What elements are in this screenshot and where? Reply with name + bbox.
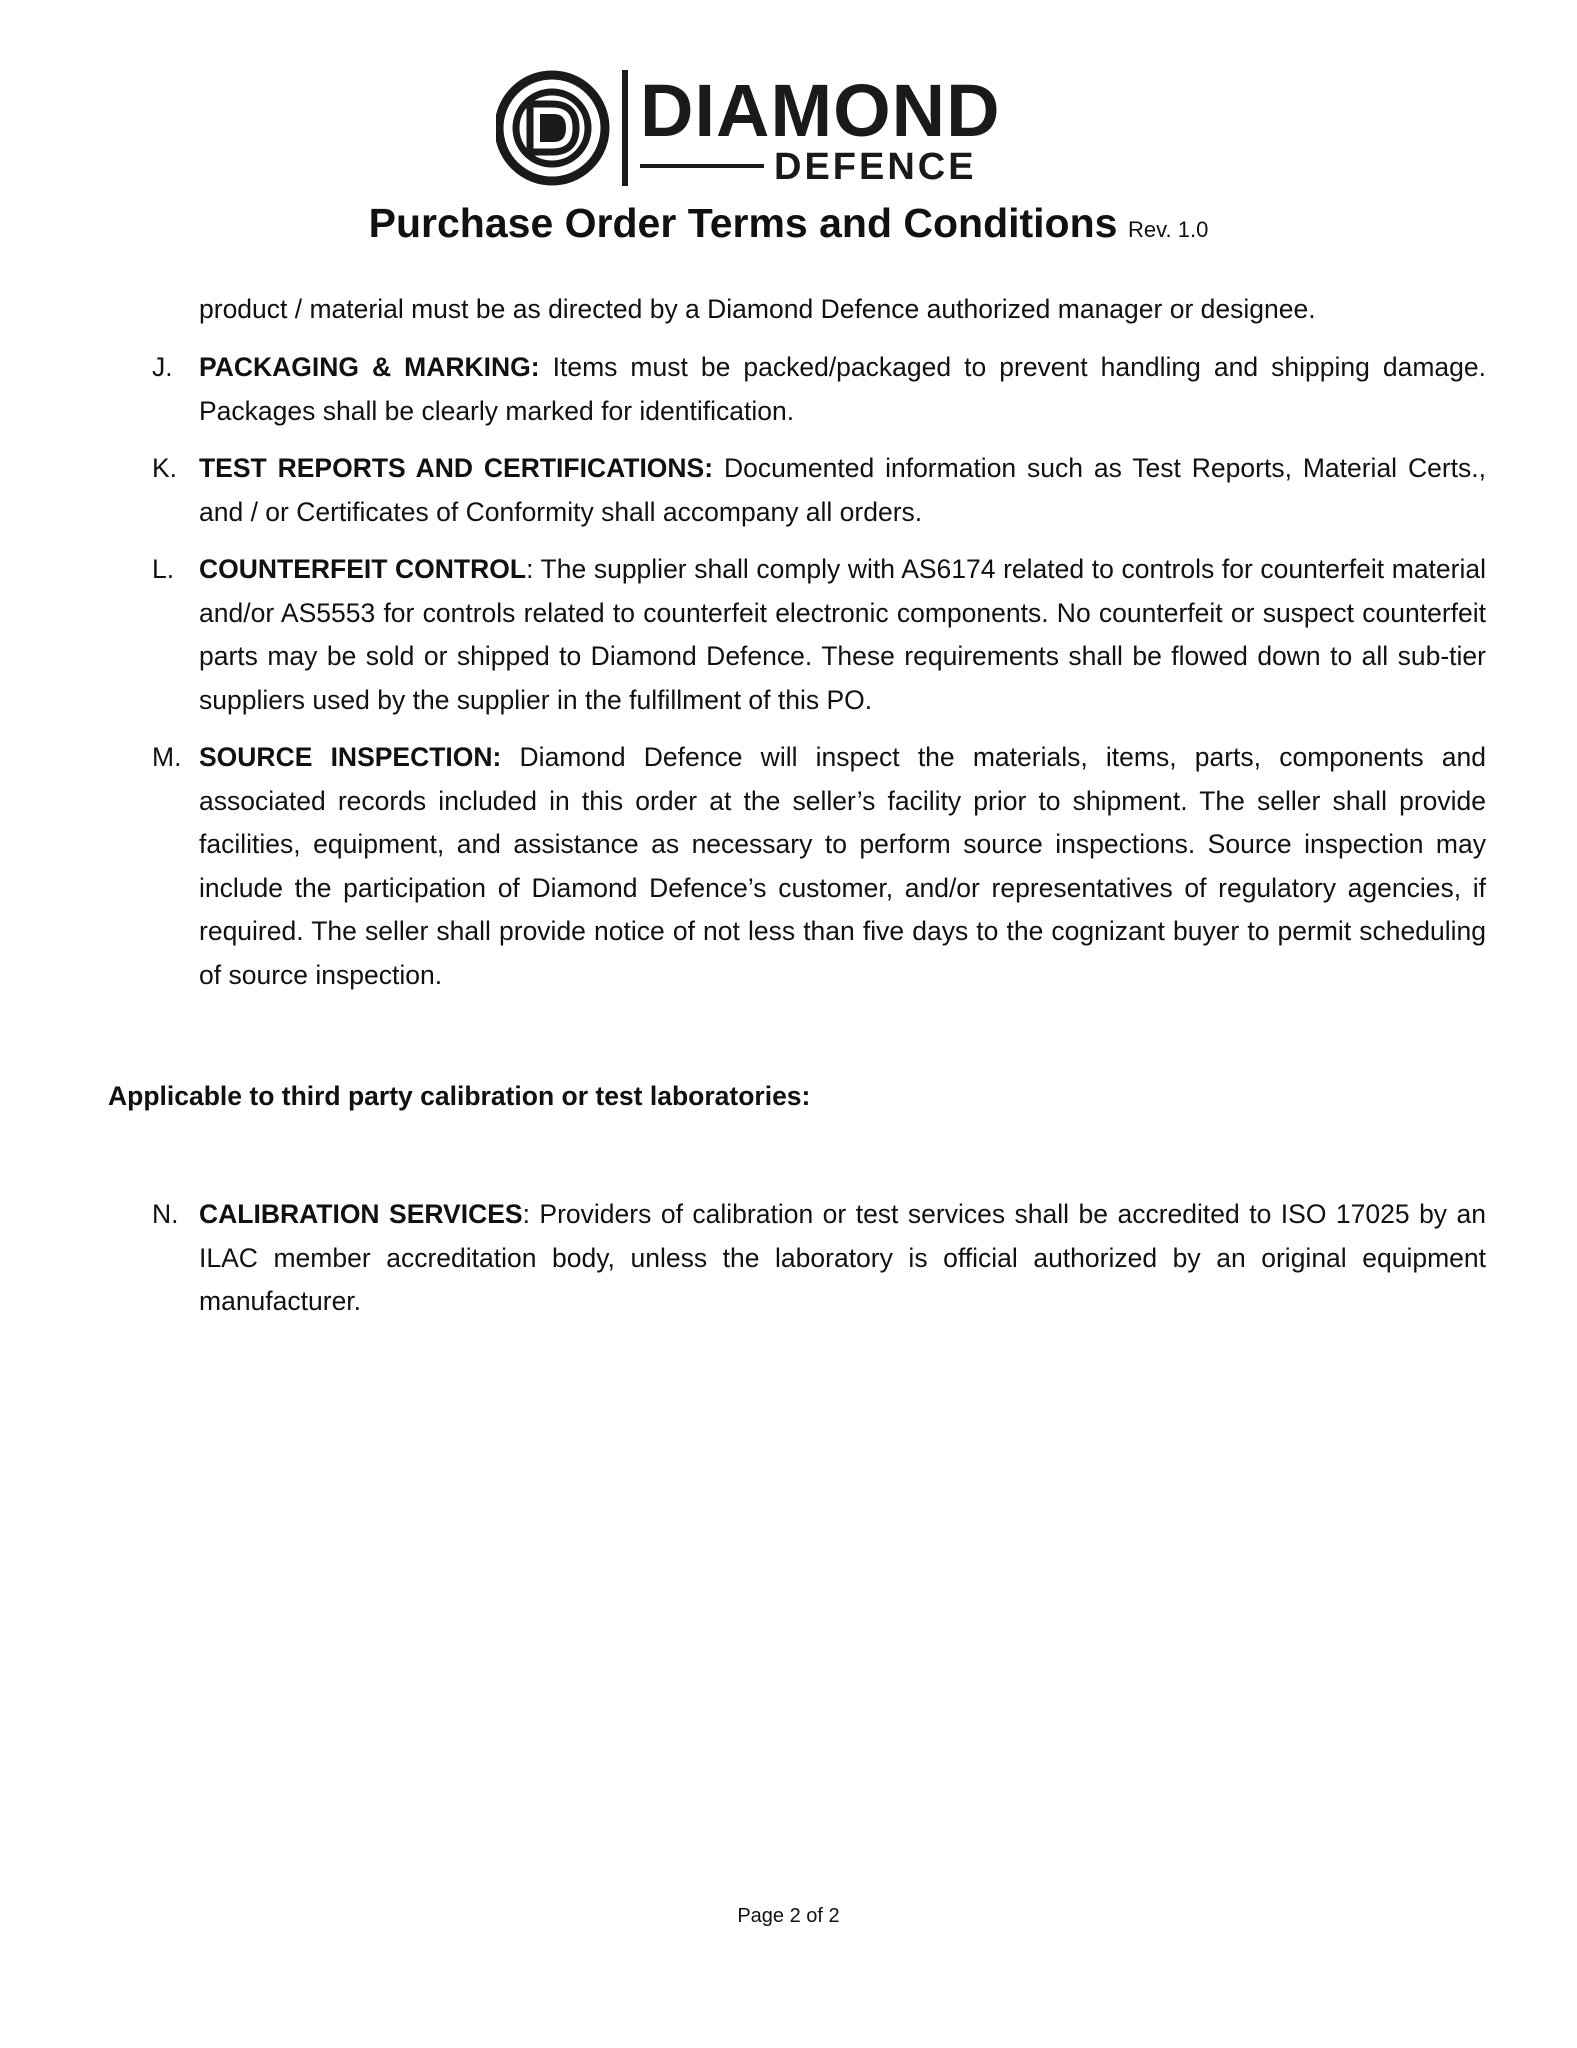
item-k-paragraph xyxy=(199,447,1486,534)
item-k-body: Documented information such as Test Reports, Material Certs., and / or Certificates of Conformity shall accompany all orders. xyxy=(199,453,1486,527)
item-n-paragraph xyxy=(199,1193,1486,1324)
item-m-heading: SOURCE INSPECTION: xyxy=(199,742,502,772)
item-l-heading: COUNTERFEIT CONTROL xyxy=(199,554,527,584)
diamond-defence-logo-icon xyxy=(496,66,1006,190)
logo-wordmark: DIAMOND xyxy=(640,69,1001,152)
item-j-paragraph xyxy=(199,346,1486,433)
item-m-paragraph xyxy=(199,736,1486,997)
section-heading-labs: Applicable to third party calibration or test laboratories: xyxy=(108,1081,811,1111)
continuation-paragraph: product / material must be as directed by a Diamond Defence authorized manager or designee. xyxy=(199,294,1316,324)
item-letter-m: M. xyxy=(152,742,182,772)
page-number: Page 2 of 2 xyxy=(737,1905,840,1927)
item-k-heading: TEST REPORTS AND CERTIFICATIONS: xyxy=(199,453,714,483)
company-logo xyxy=(496,66,1006,190)
item-letter-j: J. xyxy=(152,352,173,382)
item-n-body: : Providers of calibration or test services shall be accredited to ISO 17025 by an ILAC member accreditation body, unless the laboratory is official authorized by an original equipment manufacturer. xyxy=(199,1199,1487,1316)
item-m-body: Diamond Defence will inspect the materials, items, parts, components and associated records included in this order at the seller’s facility prior to shipment. The seller shall provide facilities, equipment, and assistance as necessary to perform source inspections. Source inspection may include the participation of Diamond Defence’s customer, and/or representatives of regulatory agencies, if required. The seller shall provide notice of not less than five days to the cognizant buyer to permit scheduling of source inspection. xyxy=(199,742,1486,990)
item-n-heading: CALIBRATION SERVICES xyxy=(199,1199,523,1229)
item-j-heading: PACKAGING & MARKING: xyxy=(199,352,540,382)
item-j-body: Items must be packed/packaged to prevent handling and shipping damage. Packages shall be clearly marked for identification. xyxy=(199,352,1486,426)
item-letter-k: K. xyxy=(152,453,178,483)
item-l-paragraph xyxy=(199,548,1486,722)
item-letter-l: L. xyxy=(152,554,175,584)
revision-value: Rev. 1.0 xyxy=(1128,217,1209,242)
logo-subtitle: DEFENCE xyxy=(774,146,977,188)
revision-label xyxy=(1122,217,1208,242)
page-footer xyxy=(0,1905,1577,1928)
page-header xyxy=(0,200,1577,247)
page-title: Purchase Order Terms and Conditions xyxy=(368,200,1118,246)
item-l-body: : The supplier shall comply with AS6174 related to controls for counterfeit material and/or AS5553 for controls related to counterfeit electronic components. No counterfeit or suspect counterfeit parts may be sold or shipped to Diamond Defence. These requirements shall be flowed down to all sub-tier suppliers used by the supplier in the fulfillment of this PO. xyxy=(199,554,1486,715)
item-letter-n: N. xyxy=(152,1199,179,1229)
